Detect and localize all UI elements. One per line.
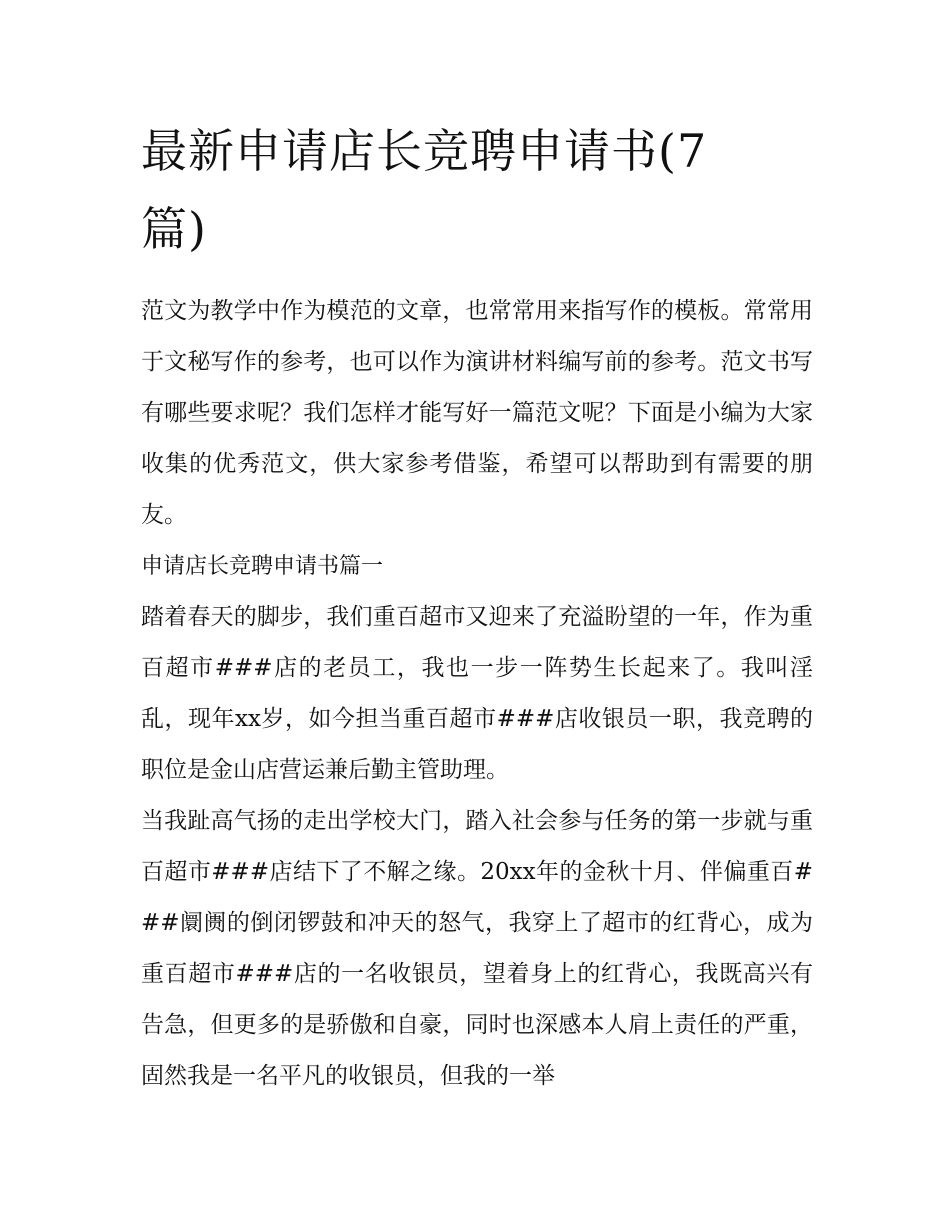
document-title: 最新申请店长竞聘申请书(7篇)	[141, 124, 708, 256]
body-paragraph-2: 当我趾高气扬的走出学校大门，踏入社会参与任务的第一步就与重百超市###店结下了不解之缘。20xx年的金秋十月、伴偏重百###阛阓的倒闭锣鼓和冲天的怒气，我穿上了超市的红背心，成为重百超市###店的一名收银员，望着身上的红背心，我既高兴有告急，但更多的是骄傲和自豪，同时也深感本人肩上责任的严重，固然我是一名平凡的收银员，但我的一举	[141, 808, 813, 1089]
intro-paragraph: 范文为教学中作为模范的文章，也常常用来指写作的模板。常常用于文秘写作的参考，也可以作为演讲材料编写前的参考。范文书写有哪些要求呢？我们怎样才能写好一篇范文呢？下面是小编为大家收集的优秀范文，供大家参考借鉴，希望可以帮助到有需要的朋友。	[141, 298, 813, 528]
document-body	[141, 112, 813, 1102]
section-heading: 申请店长竞聘申请书篇一	[141, 554, 384, 579]
body-paragraph-1: 踏着春天的脚步，我们重百超市又迎来了充溢盼望的一年，作为重百超市###店的老员工，我也一步一阵势生长起来了。我叫淫乱，现年xx岁，如今担当重百超市###店收银员一职，我竞聘的职位是金山店营运兼后勤主管助理。	[141, 604, 813, 783]
